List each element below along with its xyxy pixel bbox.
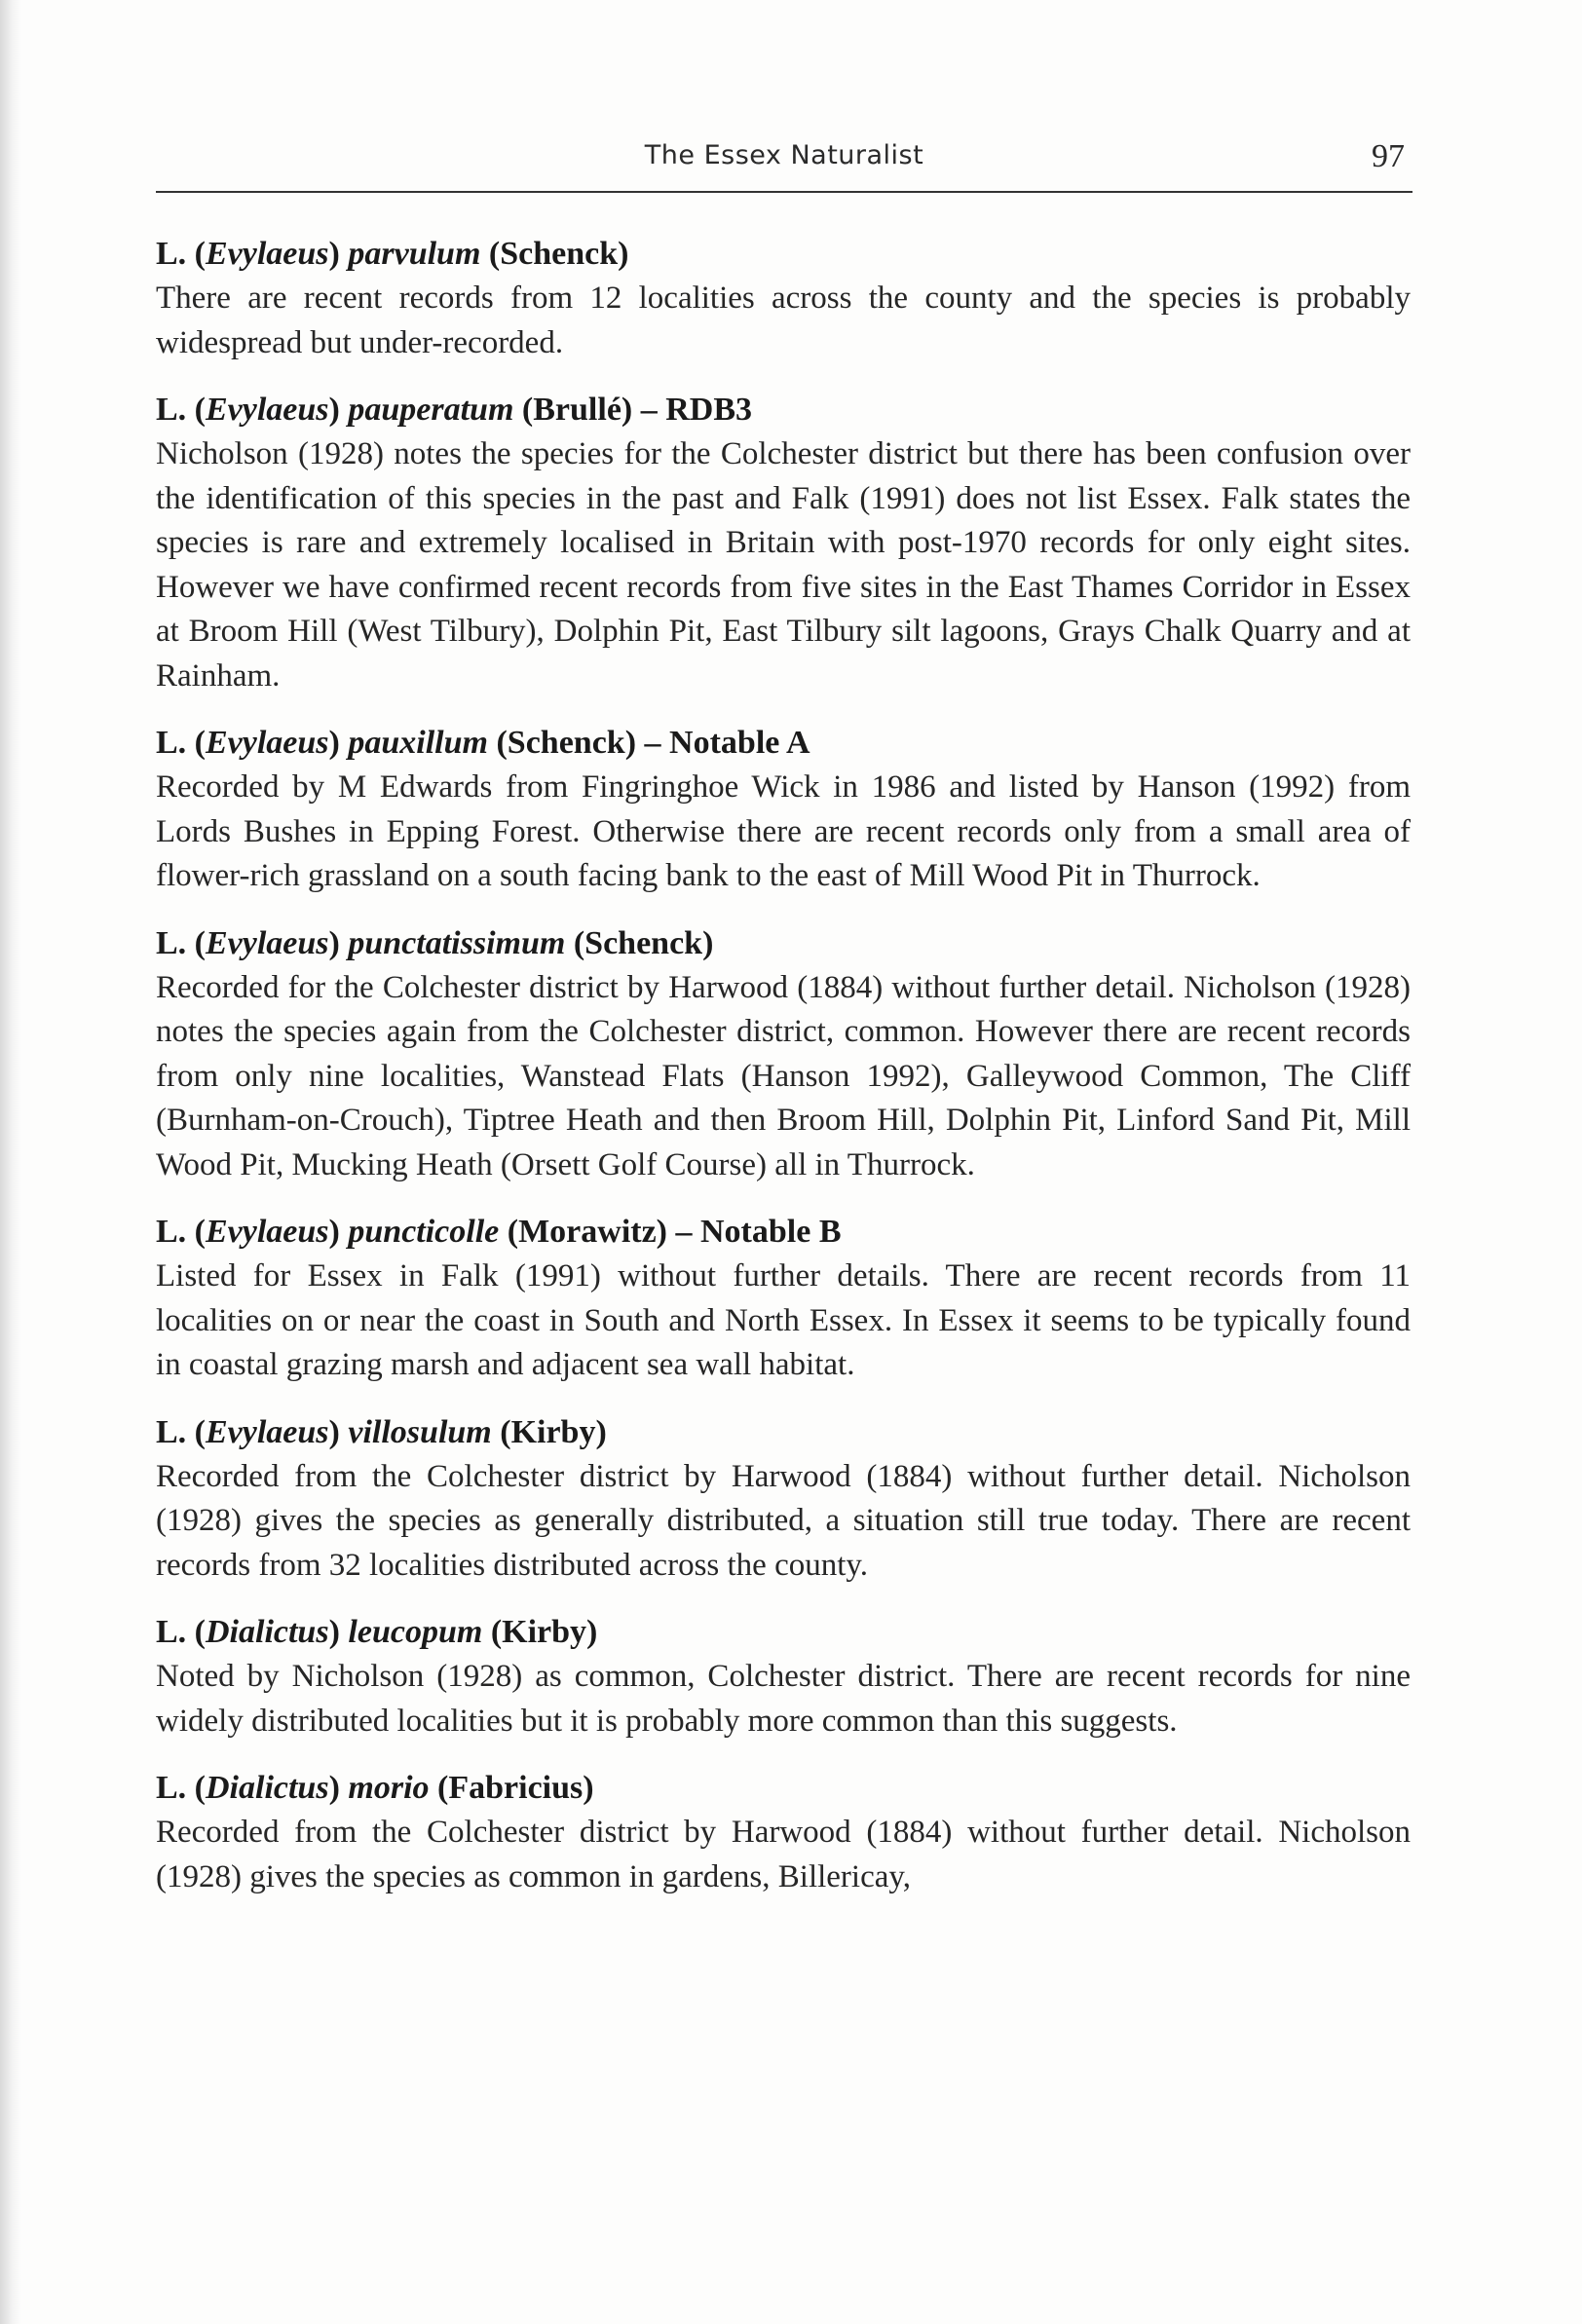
species-heading: L. (Evylaeus) pauperatum (Brullé) – RDB3 [156,392,753,428]
page-body [156,232,1411,1922]
species-heading: L. (Evylaeus) punctatissimum (Schenck) [156,924,714,961]
authority: (Brullé) – RDB3 [513,392,753,428]
species-name: morio [348,1770,430,1806]
species-name: punctatissimum [348,924,566,961]
species-account: Recorded from the Colchester district by Harwood (1884) without further detail. Nicholson (1928) gives the species as common in gardens, Billericay, [156,1815,1411,1894]
species-heading: L. (Dialictus) leucopum (Kirby) [156,1614,598,1650]
species-name: puncticolle [348,1214,500,1250]
species-heading: L. (Evylaeus) puncticolle (Morawitz) – Notable B [156,1214,842,1250]
subgenus-name: Evylaeus [206,1413,329,1450]
species-account: There are recent records from 12 localities across the county and the species is probably widespread but under-recorded. [156,281,1411,360]
authority: (Schenck) [565,924,714,961]
authority: (Schenck) [480,236,629,272]
header-rule [156,191,1412,193]
species-entry-parvulum [156,232,1411,365]
species-entry-punctatissimum [156,921,1411,1188]
species-heading: L. (Dialictus) morio (Fabricius) [156,1770,594,1806]
species-account: Noted by Nicholson (1928) as common, Colchester district. There are recent records for nine widely distributed localities but it is probably more common than this suggests. [156,1659,1411,1739]
species-account: Recorded from the Colchester district by Harwood (1884) without further detail. Nicholson (1928) gives the species as generally distributed, a situation still true today. There are recent records from 32 localities distributed across the county. [156,1458,1411,1583]
subgenus-name: Evylaeus [206,924,329,961]
subgenus-name: Evylaeus [206,725,329,761]
species-account: Nicholson (1928) notes the species for the Colchester district but there has been confusion over the identification of this species in the past and Falk (1991) does not list Essex. Falk states the species is rare and extremely localised in Britain with post-1970 records for only eight sites. However we have confirmed recent records from five sites in the East Thames Corridor in Essex at Broom Hill (West Tilbury), Dolphin Pit, East Tilbury silt lagoons, Grays Chalk Quarry and at Rainham. [156,436,1411,693]
species-entry-pauperatum [156,388,1411,698]
species-heading: L. (Evylaeus) parvulum (Schenck) [156,236,629,272]
species-name: leucopum [348,1614,483,1650]
subgenus-name: Dialictus [206,1770,329,1806]
subgenus-name: Dialictus [206,1614,329,1650]
species-account: Recorded for the Colchester district by Harwood (1884) without further detail. Nicholson (1928) notes the species again from the Colchester district, common. However there are recent records from only nine localities, Wanstead Flats (Hanson 1992), Galleywood Common, The Cliff (Burnham-on-Crouch), Tiptree Heath and then Broom Hill, Dolphin Pit, Linford Sand Pit, Mill Wood Pit, Mucking Heath (Orsett Golf Course) all in Thurrock. [156,969,1411,1182]
species-heading: L. (Evylaeus) pauxillum (Schenck) – Notable A [156,725,810,761]
species-entry-puncticolle [156,1210,1411,1388]
page-gutter-shadow [0,0,21,2324]
species-entry-villosulum [156,1410,1411,1589]
authority: (Morawitz) – Notable B [499,1214,842,1250]
page-number: 97 [1372,138,1405,174]
authority: (Schenck) – Notable A [487,725,810,761]
species-name: pauperatum [348,392,514,428]
subgenus-name: Evylaeus [206,392,329,428]
species-name: villosulum [348,1413,492,1450]
species-account: Listed for Essex in Falk (1991) without further details. There are recent records from 11 localities on or near the coast in South and North Essex. In Essex it seems to be typically found in coastal grazing marsh and adjacent sea wall habitat. [156,1258,1411,1382]
species-account: Recorded by M Edwards from Fingringhoe Wick in 1986 and listed by Hanson (1992) from Lords Bushes in Epping Forest. Otherwise there are recent records only from a small area of flower-rich grassland on a south facing bank to the east of Mill Wood Pit in Thurrock. [156,769,1411,893]
authority: (Kirby) [491,1413,607,1450]
subgenus-name: Evylaeus [206,236,329,272]
species-name: pauxillum [348,725,488,761]
authority: (Fabricius) [429,1770,594,1806]
running-title: The Essex Naturalist [644,140,924,170]
page-header [156,136,1412,191]
authority: (Kirby) [482,1614,598,1650]
subgenus-name: Evylaeus [206,1214,329,1250]
species-entry-pauxillum [156,721,1411,899]
species-name: parvulum [348,236,481,272]
species-heading: L. (Evylaeus) villosulum (Kirby) [156,1413,607,1450]
species-entry-morio [156,1766,1411,1899]
species-entry-leucopum [156,1610,1411,1743]
